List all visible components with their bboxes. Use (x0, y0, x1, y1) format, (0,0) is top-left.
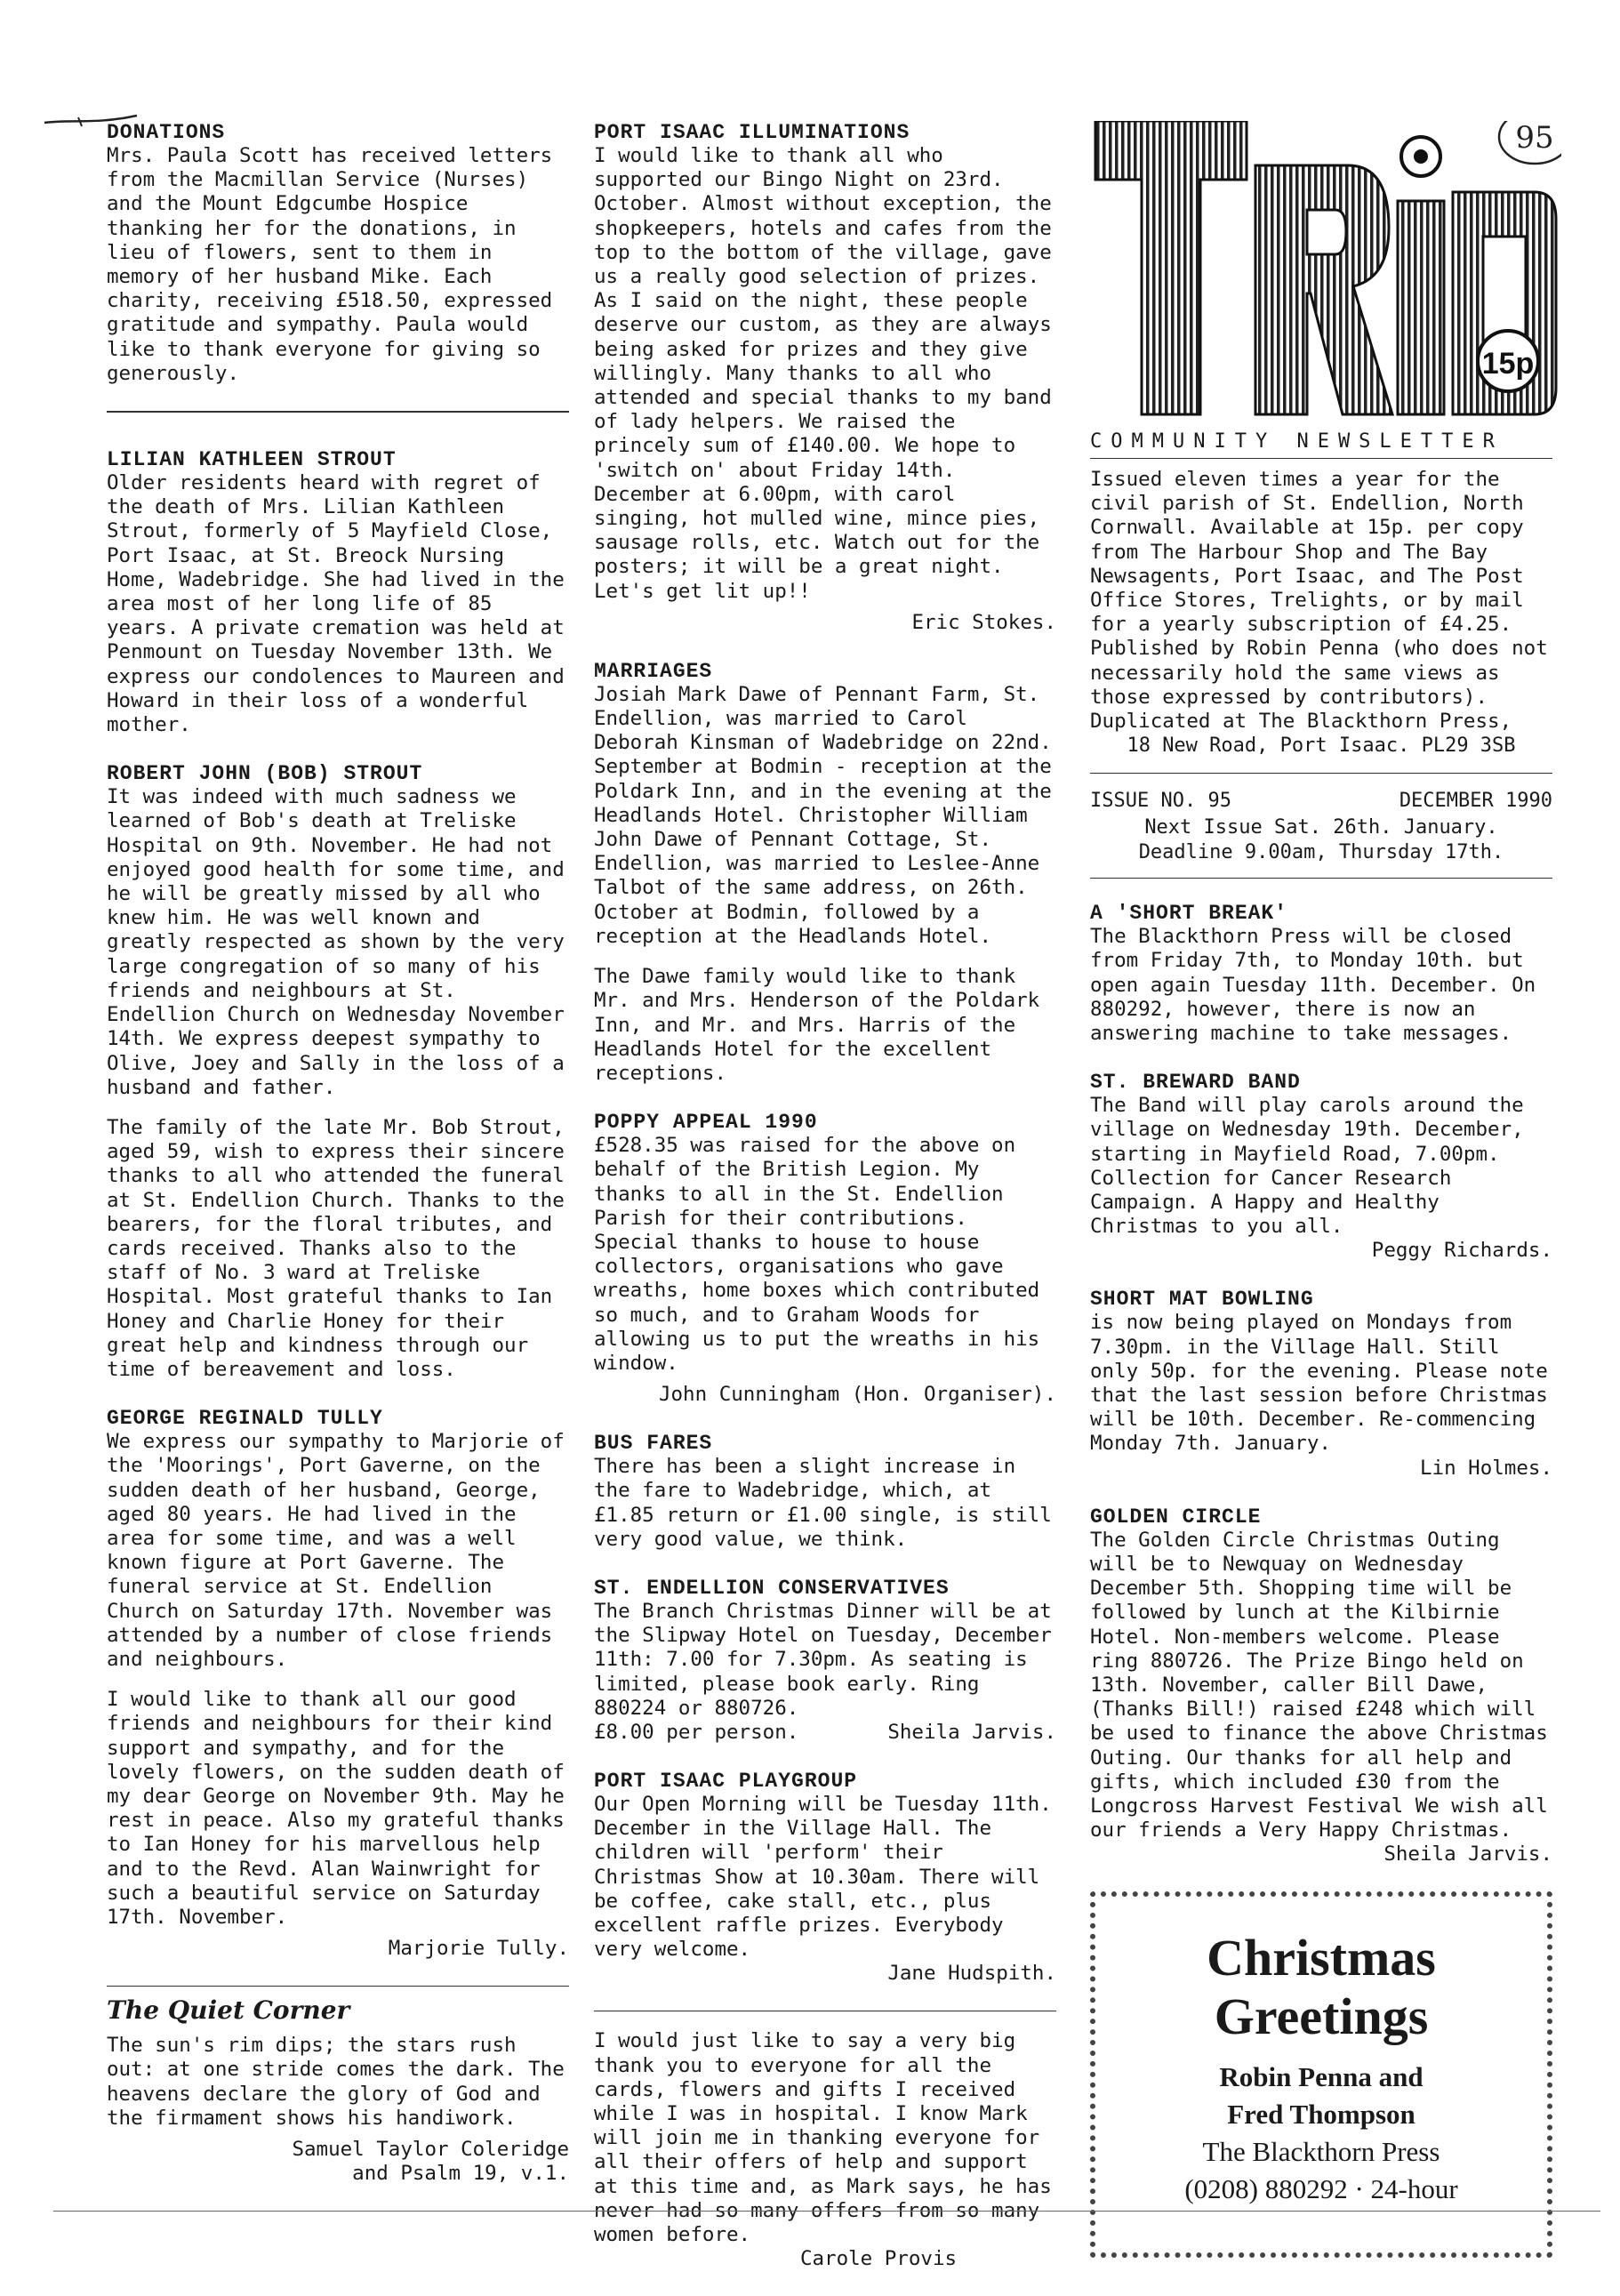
headline-bus-fares: BUS FARES (594, 1432, 713, 1456)
headline-illuminations: PORT ISAAC ILLUMINATIONS (594, 121, 910, 144)
headline-robert-strout: ROBERT JOHN (BOB) STROUT (107, 762, 423, 786)
article-conservatives (594, 1577, 1056, 1745)
article-donations (107, 121, 569, 386)
divider (107, 1986, 569, 1987)
article-body: There has been a slight increase in the fare to Wadebridge, which, at £1.85 return or £1.00 single, is still very good value, we think. (594, 1455, 1052, 1551)
article-breward-band (1090, 1071, 1552, 1263)
handwritten-page-number: 95 (1515, 121, 1554, 156)
article-body: The Band will play carols around the village on Wednesday 19th. December, starting in Mayfield Road, 7.00pm. Collection for Cancer Research Campaign. A Happy and Healthy Christmas to you all. (1090, 1094, 1524, 1239)
article-body: I would just like to say a very big thank you to everyone for all the cards, flowers and gifts I received while I was in hospital. I know Mark will join me in thanking everyone for all their offers of help and support at this time and, as Mark says, he has never had so many offers from so many women before. (594, 2029, 1052, 2247)
article-body: £528.35 was raised for the above on behalf of the British Legion. My thanks to all in the St. Endellion Parish for their contributions. Special thanks to house to house collectors, organisations who gave wreaths, home boxes which contributed so much, and to Graham Woods for allowing us to put the wreaths in his window. (594, 1134, 1040, 1375)
headline-marriages: MARRIAGES (594, 659, 713, 683)
greetings-title-line: Christmas (1207, 1929, 1436, 1987)
column-left (107, 121, 569, 2211)
headline-donations: DONATIONS (107, 121, 226, 144)
column-right (1090, 121, 1552, 2258)
article-body: The Blackthorn Press will be closed from Friday 7th, to Monday 10th. but open again Tuesday 11th. December. On 880292, however, there is now an answering machine to take messages. (1090, 925, 1536, 1046)
article-golden-circle (1090, 1505, 1552, 1867)
article-bus-fares (594, 1432, 1056, 1552)
divider (1090, 458, 1552, 459)
headline-lilian-strout: LILIAN KATHLEEN STROUT (107, 448, 397, 472)
issue-row (1090, 790, 1552, 812)
article-short-break (1090, 902, 1552, 1046)
article-body: Older residents heard with regret of the death of Mrs. Lilian Kathleen Strout, formerly of 5 Mayfield Close, Port Isaac, at St. Breock Nursing Home, Wadebridge. She had lived in the area most of her long life of 85 years. A private cremation was held at Penmount on Tuesday November 13th. We express our condolences to Maureen and Howard in their loss of a wonderful mother. (107, 471, 565, 737)
article-body: The sun's rim dips; the stars rush out: at one stride comes the dark. The heavens declare the glory of God and the firmament shows his handiwork. (107, 2034, 565, 2130)
article-poppy-appeal (594, 1111, 1056, 1407)
issue-number: ISSUE NO. 95 (1090, 790, 1231, 813)
divider (107, 411, 569, 413)
signature: Peggy Richards. (1371, 1239, 1552, 1263)
article-marriages (594, 660, 1056, 1086)
bottom-rule (53, 2211, 1600, 2212)
newsletter-subtitle: COMMUNITY NEWSLETTER (1090, 430, 1504, 453)
issue-date: DECEMBER 1990 (1399, 790, 1552, 813)
signature: Samuel Taylor Coleridge (292, 2138, 569, 2162)
headline-george-tully: GEORGE REGINALD TULLY (107, 1407, 383, 1431)
headline-poppy-appeal: POPPY APPEAL 1990 (594, 1111, 818, 1135)
article-body: The family of the late Mr. Bob Strout, aged 59, wish to express their sincere thanks to all who attended the funeral at St. Endellion Church. Thanks to the bearers, for the floral tributes, and cards received. Thanks also to the staff of No. 3 ward at Treliske Hospital. Most grateful thanks to Ian Honey and Charlie Honey for their great help and kindness through our time of bereavement and loss. (107, 1115, 565, 1381)
greetings-line: The Blackthorn Press (1202, 2136, 1440, 2168)
divider (1090, 773, 1552, 774)
price-row (594, 1721, 1056, 1745)
article-mat-bowling (1090, 1288, 1552, 1480)
article-body: It was indeed with much sadness we learned of Bob's death at Treliske Hospital on 9th. November. He had not enjoyed good health for some time, and he will be greatly missed by all who knew him. He was well known and greatly respected as shown by the very large congregation of so many of his friends and neighbours at St. Endellion Church on Wednesday November 14th. We express deepest sympathy to Olive, Joey and Sally in the loss of a husband and father. (107, 785, 565, 1099)
headline-short-break: A 'SHORT BREAK' (1090, 902, 1288, 926)
deadline: Deadline 9.00am, Thursday 17th. (1138, 841, 1504, 864)
signature: Carole Provis (799, 2247, 958, 2271)
article-lilian-strout (107, 448, 569, 737)
headline-quiet-corner: The Quiet Corner (107, 1995, 350, 2026)
masthead-logo (1090, 121, 1561, 423)
article-body: Our Open Morning will be Tuesday 11th. December in the Village Hall. The children will 'perform' their Christmas Show at 10.30am. There will be coffee, cake stall, etc., plus excellent raffle prizes. Everybody very welcome. (594, 1792, 1052, 1962)
signature: Sheila Jarvis. (887, 1720, 1056, 1744)
price-badge: 15p (1481, 347, 1535, 381)
greetings-line: (0208) 880292 · 24-hour (1184, 2173, 1458, 2205)
headline-golden-circle: GOLDEN CIRCLE (1090, 1505, 1262, 1529)
article-body: Mrs. Paula Scott has received letters from the Macmillan Service (Nurses) and the Mount Edgcumbe Hospice thanking her for the donations, in lieu of flowers, sent to them in memory of her husband Mike. Each charity, receiving £518.50, expressed gratitude and sympathy. Paula would like to thank everyone for giving so generously. (107, 144, 553, 385)
publication-info: Issued eleven times a year for the civil parish of St. Endellion, North Cornwall. Available at 15p. per copy from The Harbour Shop and The Bay Newsagents, Port Isaac, and The Post Office Stores, Trelights, or by mail for a yearly subscription of £4.25. Published by Robin Penna (who does not necessarily hold the same views as those expressed by contributors). Duplicated at The Blackthorn Press, (1090, 468, 1548, 734)
article-playgroup (594, 1770, 1056, 1986)
divider (1090, 878, 1552, 879)
article-robert-strout (107, 762, 569, 1382)
article-body: is now being played on Mondays from 7.30pm. in the Village Hall. Still only 50p. for the evening. Please note that the last session before Christmas will be 10th. December. Re-commencing Monday 7th. January. (1090, 1311, 1548, 1456)
signature: and Psalm 19, v.1. (352, 2162, 569, 2186)
signature: Lin Holmes. (1419, 1456, 1552, 1480)
article-body: Josiah Mark Dawe of Pennant Farm, St. Endellion, was married to Carol Deborah Kinsman of Wadebridge on 22nd. September at Bodmin - reception at the Poldark Inn, and in the evening at the Headlands Hotel. Christopher William John Dawe of Pennant Cottage, St. Endellion, was married to Leslee-Anne Talbot of the same address, on 26th. October at Bodmin, followed by a reception at the Headlands Hotel. (594, 682, 1052, 948)
article-body: We express our sympathy to Marjorie of the 'Moorings', Port Gaverne, on the sudden death of her husband, George, aged 80 years. He had lived in the area for some time, and was a well known figure at Port Gaverne. The funeral service at St. Endellion Church on Saturday 17th. November was attended by a number of close friends and neighbours. (107, 1430, 565, 1671)
signature: Marjorie Tully. (388, 1937, 569, 1961)
headline-breward-band: ST. BREWARD BAND (1090, 1071, 1301, 1095)
signature: Jane Hudspith. (887, 1962, 1056, 1986)
signature: Eric Stokes. (911, 610, 1056, 634)
article-body: The Dawe family would like to thank Mr. and Mrs. Henderson of the Poldark Inn, and Mr. and Mrs. Harris of the Headlands Hotel for the excellent receptions. (594, 965, 1040, 1085)
trio-logo-graphic (1090, 121, 1561, 423)
greetings-line: Robin Penna and (1219, 2061, 1424, 2093)
price-text: £8.00 per person. (594, 1720, 799, 1744)
article-body: The Branch Christmas Dinner will be at the Slipway Hotel on Tuesday, December 11th: 7.00 for 7.30pm. As seating is limited, please book early. Ring 880224 or 880726. (594, 1599, 1052, 1720)
publisher-address: 18 New Road, Port Isaac. PL29 3SB (1127, 735, 1516, 758)
column-middle (594, 121, 1056, 2296)
signature: Sheila Jarvis. (1383, 1842, 1552, 1867)
article-thanks (594, 2029, 1056, 2271)
greetings-title-line: Greetings (1214, 1987, 1429, 2046)
article-body: I would like to thank all our good friends and neighbours for their kind support and sympathy, and for the lovely flowers, on the sudden death of my dear George on November 9th. May he rest in peace. Also my grateful thanks to Ian Honey for his marvellous help and to the Revd. Alan Wainwright for such a beautiful service on Saturday 17th. November. (107, 1688, 565, 1929)
headline-mat-bowling: SHORT MAT BOWLING (1090, 1288, 1314, 1312)
next-issue: Next Issue Sat. 26th. January. (1144, 816, 1498, 839)
article-george-tully (107, 1407, 569, 1961)
greetings-line: Fred Thompson (1227, 2099, 1415, 2131)
article-quiet-corner (107, 1995, 569, 2186)
headline-playgroup: PORT ISAAC PLAYGROUP (594, 1769, 858, 1793)
greetings-title (1095, 1929, 1547, 2046)
article-illuminations (594, 121, 1056, 635)
article-body: The Golden Circle Christmas Outing will be to Newquay on Wednesday December 5th. Shopping time will be followed by lunch at the Kilbirnie Hotel. Non-members welcome. Please ring 880726. The Prize Bingo held on 13th. November, caller Bill Dawe, (Thanks Bill!) raised £248 which will be used to finance the above Christmas Outing. Our thanks for all help and gifts, which included £30 from the Longcross Harvest Festival We wish all our friends a Very Happy Christmas. (1090, 1528, 1548, 1842)
article-body: I would like to thank all who supported our Bingo Night on 23rd. October. Almost without exception, the shopkeepers, hotels and cafes from the top to the bottom of the village, gave us a really good selection of prizes. As I said on the night, these people deserve our custom, as they are always being asked for prizes and they give willingly. Many thanks to all who attended and special thanks to my band of lady helpers. We raised the princely sum of £140.00. We hope to 'switch on' about Friday 14th. December at 6.00pm, with carol singing, hot mulled wine, mince pies, sausage rolls, etc. Watch out for the posters; it will be a great night. Let's get lit up!! (594, 144, 1052, 603)
christmas-greetings-box (1090, 1891, 1552, 2258)
signature: John Cunningham (Hon. Organiser). (658, 1383, 1056, 1407)
headline-conservatives: ST. ENDELLION CONSERVATIVES (594, 1576, 950, 1600)
